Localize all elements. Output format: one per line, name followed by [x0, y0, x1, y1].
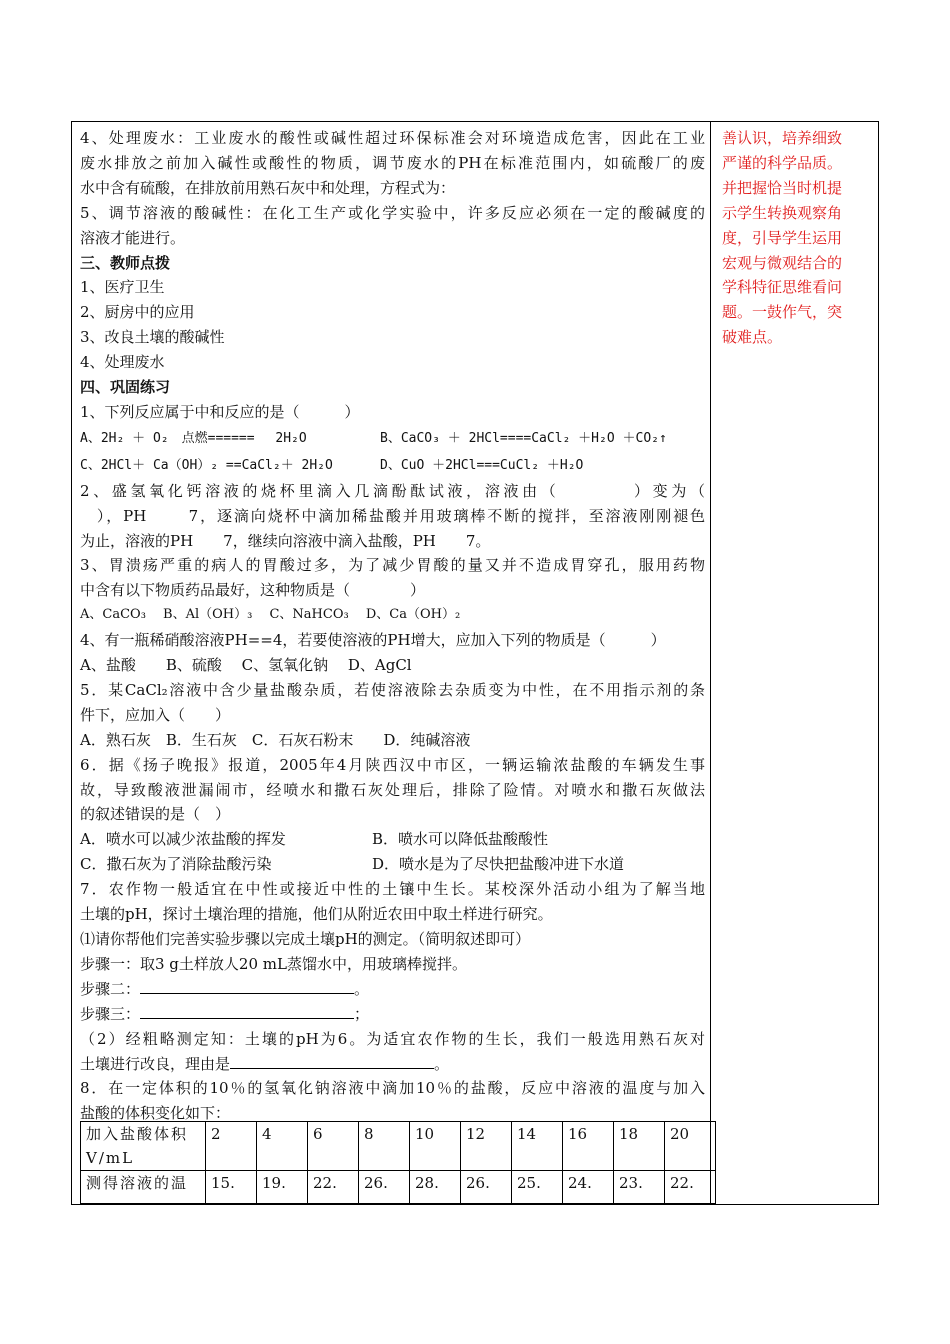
- question-7-step2: [80, 977, 705, 1002]
- text-line: 4、处理废水：工业废水的酸性或碱性超过环保标准会对环境造成危害，因此在工业: [80, 129, 705, 147]
- question-2-line: ），PH 7，逐滴向烧杯中滴加稀盐酸并用玻璃棒不断的搅拌，至溶液刚刚褪色: [80, 506, 705, 525]
- question-7-step1: 步骤一：取3 g土样放人20 mL蒸馏水中，用玻璃棒搅拌。: [80, 954, 467, 973]
- question-5-options: A．熟石灰 B．生石灰 C．石灰石粉末 D．纯碱溶液: [80, 730, 471, 749]
- note-line: 度，引导学生运用: [722, 228, 843, 247]
- row-header-volume: 加入盐酸体积V/mL: [81, 1122, 206, 1171]
- list-item: 1、医疗卫生: [80, 278, 165, 297]
- question-7-line: 土壤的pH，探讨土壤治理的措施，他们从附近农田中取土样进行研究。: [80, 905, 553, 924]
- table-row: [81, 1122, 716, 1171]
- question-3-line: 中含有以下物质药品最好，这种物质是（ ）: [80, 581, 426, 600]
- table-cell: 28.: [410, 1171, 461, 1204]
- answer-blank[interactable]: [230, 1052, 434, 1069]
- question-4-line: 4、有一瓶稀硝酸溶液PH==4，若要使溶液的PH增大，应加入下列的物质是（ ）: [80, 631, 666, 650]
- option-b: B．喷水可以降低盐酸酸性: [372, 830, 549, 849]
- punctuation: 。: [434, 1054, 450, 1073]
- note-line: 宏观与微观结合的: [722, 253, 843, 272]
- note-line: 严谨的科学品质。: [722, 153, 843, 172]
- section-heading-practice: 四、巩固练习: [80, 378, 171, 397]
- list-item: 2、厨房中的应用: [80, 303, 195, 322]
- table-cell: 20: [665, 1122, 716, 1171]
- table-cell: 18: [614, 1122, 665, 1171]
- question-7-part2: （2）经粗略测定知：土壤的pH为6。为适宜农作物的生长，我们一般选用熟石灰对: [80, 1029, 705, 1048]
- step-label: 步骤二：: [80, 979, 141, 998]
- table-cell: 10: [410, 1122, 461, 1171]
- question-6-line: 6．据《扬子晚报》报道，2005年4月陕西汉中市区，一辆运输浓盐酸的车辆发生事: [80, 755, 705, 774]
- question-2-line: 2、盛氢氧化钙溶液的烧杯里滴入几滴酚酞试液，溶液由（ ）变为（: [80, 481, 705, 500]
- question-6-line: 故，导致酸液泄漏闹市，经喷水和撒石灰处理后，排除了险情。对喷水和撒石灰做法: [80, 780, 705, 799]
- question-7-step3: [80, 1002, 705, 1027]
- note-line: 并把握恰当时机提: [722, 178, 843, 197]
- question-2-line: 为止，溶液的PH 7，继续向溶液中滴入盐酸，PH 7。: [80, 531, 491, 550]
- answer-blank[interactable]: [140, 1002, 354, 1019]
- question-1-options-ab: [80, 425, 705, 452]
- table-cell: 26.: [461, 1171, 512, 1204]
- question-7-line: 7．农作物一般适宜在中性或接近中性的土镶中生长。某校深外活动小组为了解当地: [80, 880, 705, 899]
- table-cell: 6: [308, 1122, 359, 1171]
- table-cell: 2: [206, 1122, 257, 1171]
- row-header-temperature: 测得溶液的温: [81, 1171, 206, 1204]
- table-cell: 4: [257, 1122, 308, 1171]
- answer-blank[interactable]: [140, 977, 354, 994]
- option-c: C．撒石灰为了消除盐酸污染: [80, 855, 272, 874]
- question-8-line: 盐酸的体积变化如下：: [80, 1104, 231, 1123]
- table-cell: 25.: [512, 1171, 563, 1204]
- table-cell: 23.: [614, 1171, 665, 1204]
- list-item: 3、改良土壤的酸碱性: [80, 328, 225, 347]
- table-cell: 15.: [206, 1171, 257, 1204]
- question-8-line: 8．在一定体积的10％的氢氧化钠溶液中滴加10％的盐酸，反应中溶液的温度与加入: [80, 1079, 705, 1098]
- table-cell: 8: [359, 1122, 410, 1171]
- question-7-line: ⑴请你帮他们完善实验步骤以完成土壤pH的测定。（简明叙述即可）: [80, 930, 531, 948]
- reason-label: 土壤进行改良，理由是: [80, 1054, 231, 1073]
- note-line: 善认识，培养细致: [722, 129, 843, 147]
- table-cell: 22.: [308, 1171, 359, 1204]
- table-cell: 14: [512, 1122, 563, 1171]
- option-d: D．喷水是为了尽快把盐酸冲进下水道: [372, 855, 625, 874]
- question-3-options: A、CaCO₃ B、Al（OH）₃ C、NaHCO₃ D、Ca（OH）₂: [80, 607, 461, 623]
- section-heading-teacher: 三、教师点拨: [80, 253, 171, 272]
- table-cell: 16: [563, 1122, 614, 1171]
- question-1-stem: 1、下列反应属于中和反应的是（ ）: [80, 402, 360, 421]
- option-d: D、CuO ＋2HCl===CuCl₂ ＋H₂O: [380, 457, 584, 473]
- option-c: C、2HCl＋ Ca（OH）₂ ==CaCl₂＋ 2H₂O: [80, 457, 333, 473]
- punctuation: 。: [354, 979, 370, 998]
- question-6-line: 的叙述错误的是（ ）: [80, 805, 231, 824]
- option-a: A．喷水可以减少浓盐酸的挥发: [80, 830, 286, 849]
- option-a: A、2H₂ ＋ O₂ 点燃====== 2H₂O: [80, 430, 307, 446]
- step-label: 步骤三：: [80, 1004, 141, 1023]
- text-line: 废水排放之前加入碱性或酸性的物质，调节废水的PH在标准范围内，如硫酸厂的废: [80, 153, 705, 172]
- question-5-line: 5．某CaCl₂溶液中含少量盐酸杂质，若使溶液除去杂质变为中性，在不用指示剂的条: [80, 680, 705, 699]
- temperature-data-table: [80, 1121, 716, 1204]
- question-4-options: A、盐酸 B、硫酸 C、氢氧化钠 D、AgCl: [80, 656, 412, 675]
- question-1-options-cd: [80, 452, 705, 479]
- note-line: 题。一鼓作气，突: [722, 303, 843, 322]
- note-line: 破难点。: [722, 328, 783, 347]
- option-b: B、CaCO₃ ＋ 2HCl====CaCl₂ ＋H₂O ＋CO₂↑: [380, 430, 667, 446]
- question-7-part2-reason: [80, 1052, 705, 1077]
- text-line: 水中含有硫酸，在排放前用熟石灰中和处理，方程式为：: [80, 178, 456, 197]
- teaching-notes-column: [722, 126, 862, 350]
- table-cell: 12: [461, 1122, 512, 1171]
- note-line: 学科特征思维看问: [722, 278, 843, 297]
- text-line: 5、调节溶液的酸碱性：在化工生产或化学实验中，许多反应必须在一定的酸碱度的: [80, 203, 705, 222]
- question-5-line: 件下，应加入（ ）: [80, 705, 231, 724]
- table-cell: 26.: [359, 1171, 410, 1204]
- column-divider: [710, 121, 711, 1205]
- table-cell: 22.: [665, 1171, 716, 1204]
- list-item: 4、处理废水: [80, 353, 165, 372]
- table-cell: 19.: [257, 1171, 308, 1204]
- table-row: [81, 1171, 716, 1204]
- main-column: [80, 126, 705, 1126]
- text-line: 溶液才能进行。: [80, 228, 186, 247]
- note-line: 示学生转换观察角: [722, 203, 843, 222]
- question-6-options-ab: [80, 827, 705, 852]
- punctuation: ；: [354, 1004, 370, 1023]
- table-cell: 24.: [563, 1171, 614, 1204]
- question-6-options-cd: [80, 852, 705, 877]
- question-3-line: 3、胃溃疡严重的病人的胃酸过多，为了减少胃酸的量又并不造成胃穿孔，服用药物: [80, 556, 705, 575]
